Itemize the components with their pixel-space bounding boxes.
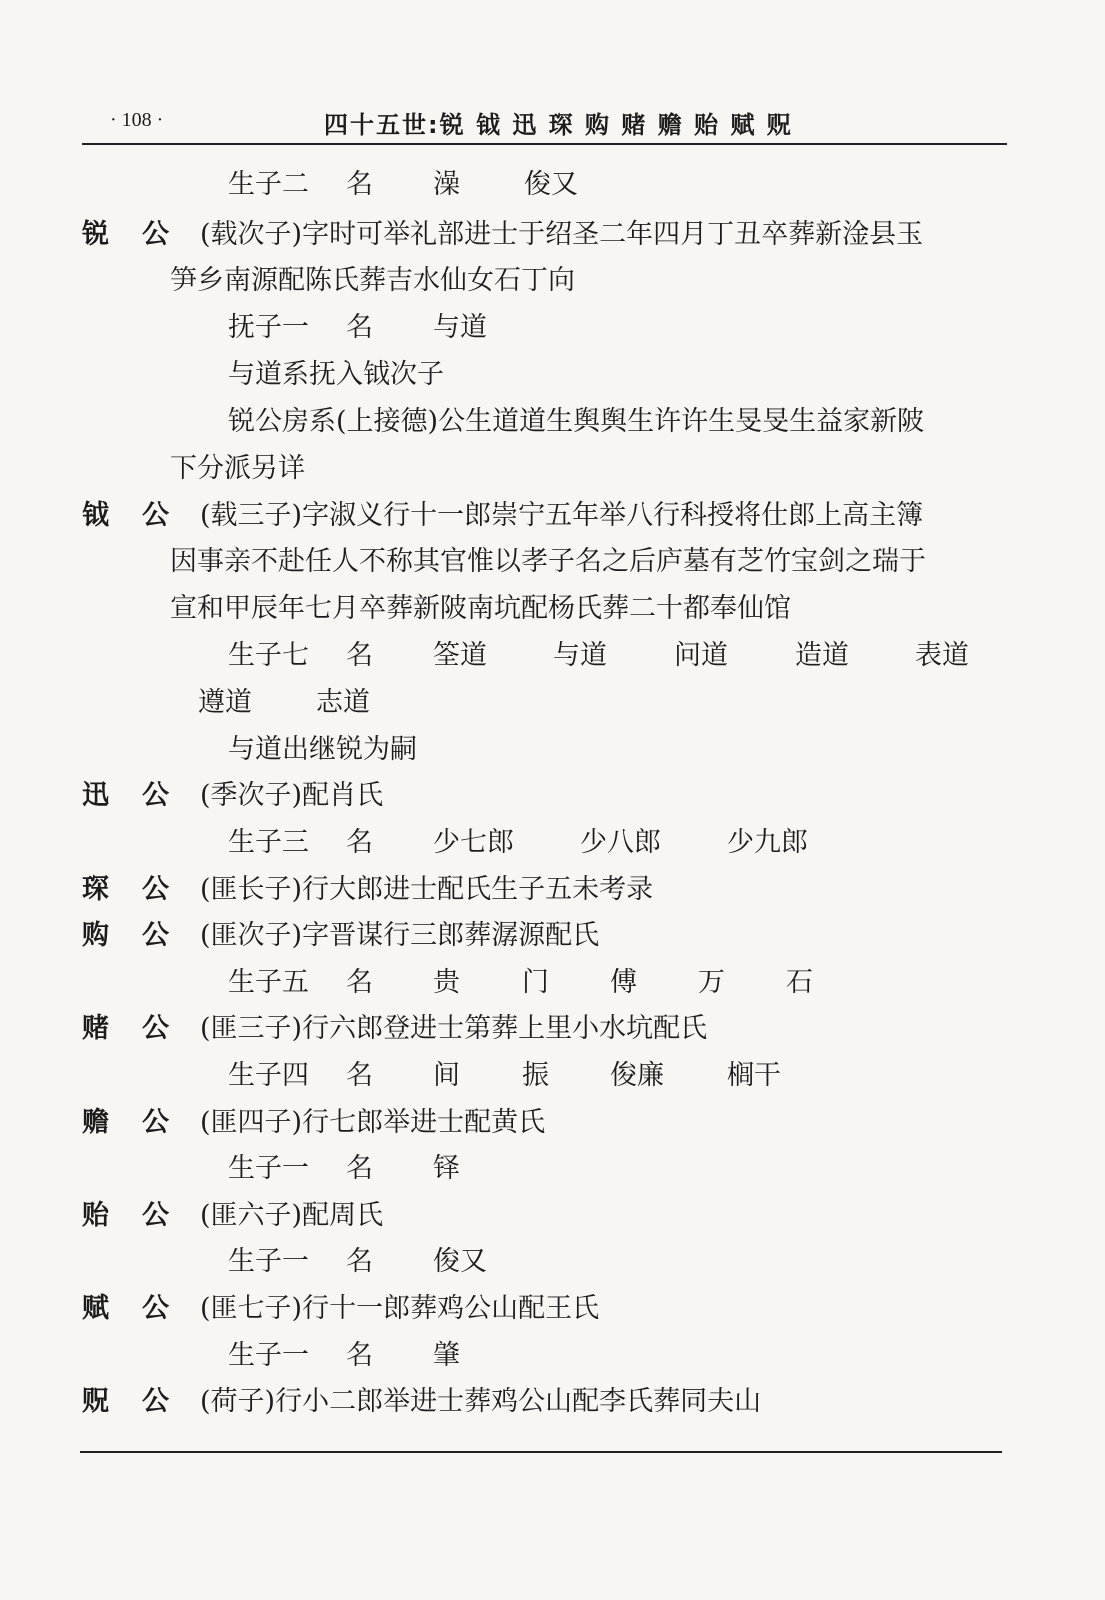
child-name: 表道 — [915, 640, 969, 671]
ming-label: 名 — [346, 640, 373, 671]
child-name: 俊又 — [524, 169, 578, 200]
child-name: 石 — [786, 967, 813, 998]
entry-gong: 公 — [142, 780, 169, 811]
entry-name: 赌 — [82, 1013, 109, 1044]
ming-label: 名 — [346, 1060, 373, 1091]
entry-gong: 公 — [142, 1013, 169, 1044]
entry-gong: 公 — [142, 219, 169, 250]
child-name: 澡 — [433, 169, 460, 200]
ming-label: 名 — [346, 312, 373, 343]
children-label: 生子一 — [228, 1246, 309, 1277]
ming-label: 名 — [346, 967, 373, 998]
entry-text: (载三子)字淑义行十一郎崇宁五年举八行科授将仕郎上高主簿 — [200, 500, 924, 531]
children-label: 生子二 — [228, 169, 309, 200]
child-name: 问道 — [674, 640, 728, 671]
entry-gong: 公 — [142, 874, 169, 905]
child-name: 与道 — [433, 312, 487, 343]
child-name: 万 — [698, 967, 725, 998]
entry-text: 宣和甲辰年七月卒葬新陂南坑配杨氏葬二十都奉仙馆 — [170, 593, 791, 624]
entry-gong: 公 — [142, 1386, 169, 1417]
child-name: 遵道 — [198, 687, 252, 718]
child-name: 肇 — [433, 1340, 460, 1371]
child-name: 振 — [522, 1060, 549, 1091]
entry-name: 锐 — [82, 219, 109, 250]
entry-text: (荷子)行小二郎举进士葬鸡公山配李氏葬同夫山 — [200, 1386, 762, 1417]
child-name: 贵 — [433, 967, 460, 998]
entry-text: 笋乡南源配陈氏葬吉水仙女石丁向 — [170, 265, 575, 296]
child-name: 铎 — [433, 1153, 460, 1184]
page-number: · 108 · — [110, 109, 164, 131]
children-label: 生子一 — [228, 1153, 309, 1184]
entry-name: 贶 — [82, 1386, 109, 1417]
footer-rule — [80, 1451, 1002, 1453]
entry-gong: 公 — [142, 1200, 169, 1231]
children-label: 生子一 — [228, 1340, 309, 1371]
entry-text: (匪四子)行七郎举进士配黄氏 — [200, 1107, 546, 1138]
entry-name: 赡 — [82, 1107, 109, 1138]
children-label: 抚子一 — [228, 312, 309, 343]
entry-name: 贻 — [82, 1200, 109, 1231]
entry-text: (匪次子)字晋谋行三郎葬潺源配氏 — [200, 920, 600, 951]
entry-gong: 公 — [142, 920, 169, 951]
running-title: 四十五世:锐 钺 迅 琛 购 赌 赡 贻 赋 贶 — [324, 111, 793, 139]
child-name: 榈干 — [727, 1060, 781, 1091]
entry-text: (匪七子)行十一郎葬鸡公山配王氏 — [200, 1293, 600, 1324]
ming-label: 名 — [346, 1246, 373, 1277]
entry-name: 赋 — [82, 1293, 109, 1324]
child-name: 少八郎 — [580, 827, 661, 858]
entry-gong: 公 — [142, 1293, 169, 1324]
children-label: 生子三 — [228, 827, 309, 858]
child-name: 少九郎 — [727, 827, 808, 858]
entry-text: 因事亲不赴任人不称其官惟以孝子名之后庐墓有芝竹宝剑之瑞于 — [170, 546, 926, 577]
entry-text: (季次子)配肖氏 — [200, 780, 384, 811]
entry-text: (匪六子)配周氏 — [200, 1200, 384, 1231]
entry-text: (匪三子)行六郎登进士第葬上里小水坑配氏 — [200, 1013, 708, 1044]
child-name: 与道 — [553, 640, 607, 671]
entry-note: 与道系抚入钺次子 — [228, 359, 444, 390]
ming-label: 名 — [346, 169, 373, 200]
child-name: 间 — [433, 1060, 460, 1091]
entry-name: 琛 — [82, 874, 109, 905]
entry-text: (载次子)字时可举礼部进士于绍圣二年四月丁丑卒葬新淦县玉 — [200, 219, 924, 250]
child-name: 志道 — [316, 687, 370, 718]
child-name: 俊廉 — [610, 1060, 664, 1091]
entry-gong: 公 — [142, 1107, 169, 1138]
children-label: 生子五 — [228, 967, 309, 998]
child-name: 俊又 — [433, 1246, 487, 1277]
entry-note: 锐公房系(上接德)公生道道生舆舆生许许生旻旻生益家新陂 — [228, 406, 925, 437]
child-name: 筌道 — [433, 640, 487, 671]
child-name: 少七郎 — [433, 827, 514, 858]
entry-name: 购 — [82, 920, 109, 951]
entry-note: 下分派另详 — [170, 453, 305, 484]
children-label: 生子四 — [228, 1060, 309, 1091]
child-name: 造道 — [795, 640, 849, 671]
children-label: 生子七 — [228, 640, 309, 671]
child-name: 傅 — [610, 967, 637, 998]
entry-name: 钺 — [82, 500, 109, 531]
entry-note: 与道出继锐为嗣 — [228, 734, 417, 765]
ming-label: 名 — [346, 1340, 373, 1371]
ming-label: 名 — [346, 1153, 373, 1184]
ming-label: 名 — [346, 827, 373, 858]
entry-gong: 公 — [142, 500, 169, 531]
child-name: 门 — [522, 967, 549, 998]
entry-text: (匪长子)行大郎进士配氏生子五未考录 — [200, 874, 654, 905]
entry-name: 迅 — [82, 780, 109, 811]
